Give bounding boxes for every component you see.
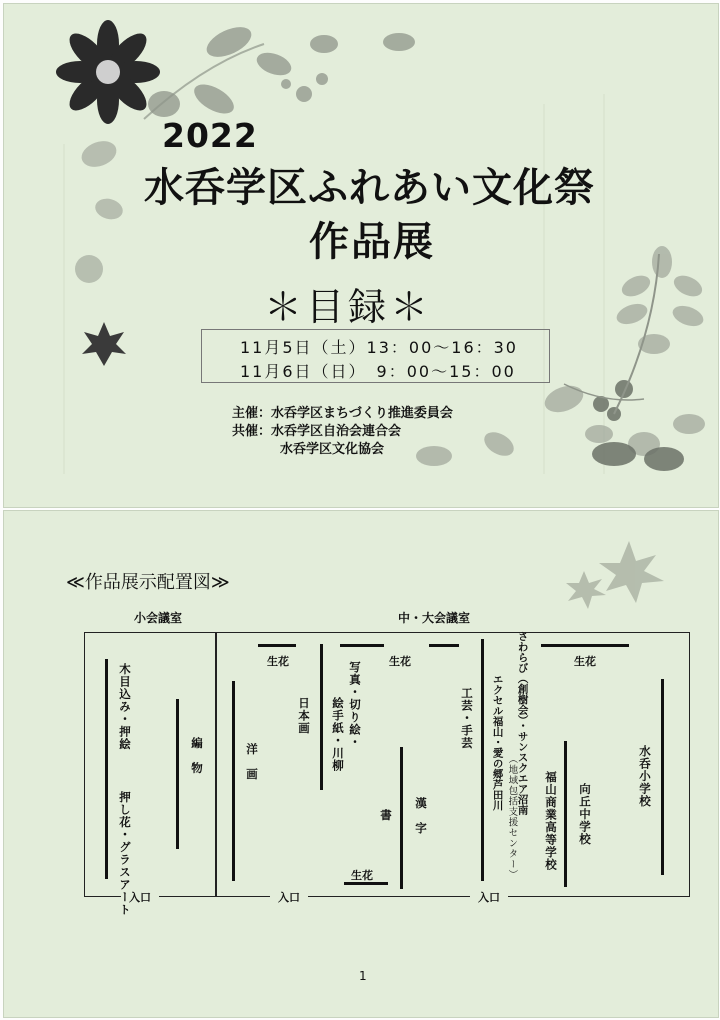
display-wall [105, 659, 108, 879]
catalog-heading: ＊目録＊ [264, 285, 433, 329]
leaf-cluster-top-icon [148, 21, 415, 120]
schedule-box [201, 329, 550, 383]
exhibit-ikebana-2: 生花 [389, 655, 411, 668]
display-wall [481, 639, 484, 881]
display-wall [232, 681, 235, 881]
exhibit-sawarabi: さわらび（創樹会）・サンスクエア沼南 [516, 631, 529, 815]
maple-leaf-icon [82, 322, 126, 366]
exhibit-kimekomi: 木目込み・押絵 [117, 663, 132, 751]
leaf-cluster-left-icon [75, 137, 125, 283]
exhibit-ikebana-4: 生花 [574, 655, 596, 668]
exhibit-shogyo: 福山商業高等学校 [543, 771, 558, 871]
entrance-large-room-right: 入口 [470, 889, 508, 905]
exhibit-kogei: 工芸・手芸 [459, 687, 474, 750]
exhibit-oshibana: 押し花・グラスアート [117, 791, 132, 916]
exhibit-kanji: 漢 字 [413, 797, 428, 835]
exhibit-nihonga: 日本画 [296, 697, 311, 735]
exhibit-etegami: 絵手紙・川柳 [330, 697, 345, 772]
year: 2022 [162, 116, 258, 155]
maple-leaves-decoration-icon [544, 531, 684, 616]
display-wall [661, 679, 664, 875]
room-small-label: 小会議室 [134, 611, 183, 625]
display-wall [429, 644, 459, 647]
entrance-small-room: 入口 [121, 889, 159, 905]
floor-plan-heading: ≪作品展示配置図≫ [66, 572, 230, 593]
cover-panel [3, 3, 719, 508]
display-wall [176, 699, 179, 849]
organizer-host: 主催：水呑学区まちづくり推進委員会 [232, 406, 453, 421]
exhibit-yoga: 洋 画 [244, 743, 259, 781]
organizer-cohost: 共催：水呑学区自治会連合会 [232, 424, 402, 439]
page-number: 1 [359, 969, 367, 983]
schedule-day-1: 11月5日（土）13：00〜16：30 [240, 338, 518, 357]
entrance-large-room-left: 入口 [270, 889, 308, 905]
exhibit-excel: エクセル福山・愛の郷芦田川 [491, 674, 504, 811]
display-wall [564, 741, 567, 887]
organizer-cohost-2: 水呑学区文化協会 [280, 442, 385, 457]
schedule-day-2: 11月6日（日） 9：00〜15：00 [240, 362, 516, 381]
large-room-outline [216, 632, 690, 897]
exhibit-shashin: 写真・切り絵・ [347, 661, 362, 749]
exhibit-ikebana-3: 生花 [351, 869, 373, 882]
exhibit-amimono: 編 物 [189, 737, 204, 775]
exhibit-minomi: 水呑小学校 [637, 745, 652, 808]
display-wall [340, 644, 384, 647]
exhibit-mukaioka: 向丘中学校 [577, 783, 592, 846]
exhibit-sho: 書 [378, 809, 393, 822]
display-wall [320, 644, 323, 790]
display-wall [258, 644, 296, 647]
cosmos-flower-icon [56, 20, 160, 124]
festival-title: 水呑学区ふれあい文化祭 [144, 165, 595, 211]
floor-plan-panel [3, 510, 719, 1018]
room-large-label: 中・大会議室 [398, 611, 471, 625]
exhibit-ikebana-1: 生花 [267, 655, 289, 668]
exhibition-subtitle: 作品展 [309, 219, 435, 265]
exhibit-sawarabi-note: （地域包括支援センター） [506, 754, 518, 880]
display-wall [541, 644, 629, 647]
display-wall [400, 747, 403, 889]
